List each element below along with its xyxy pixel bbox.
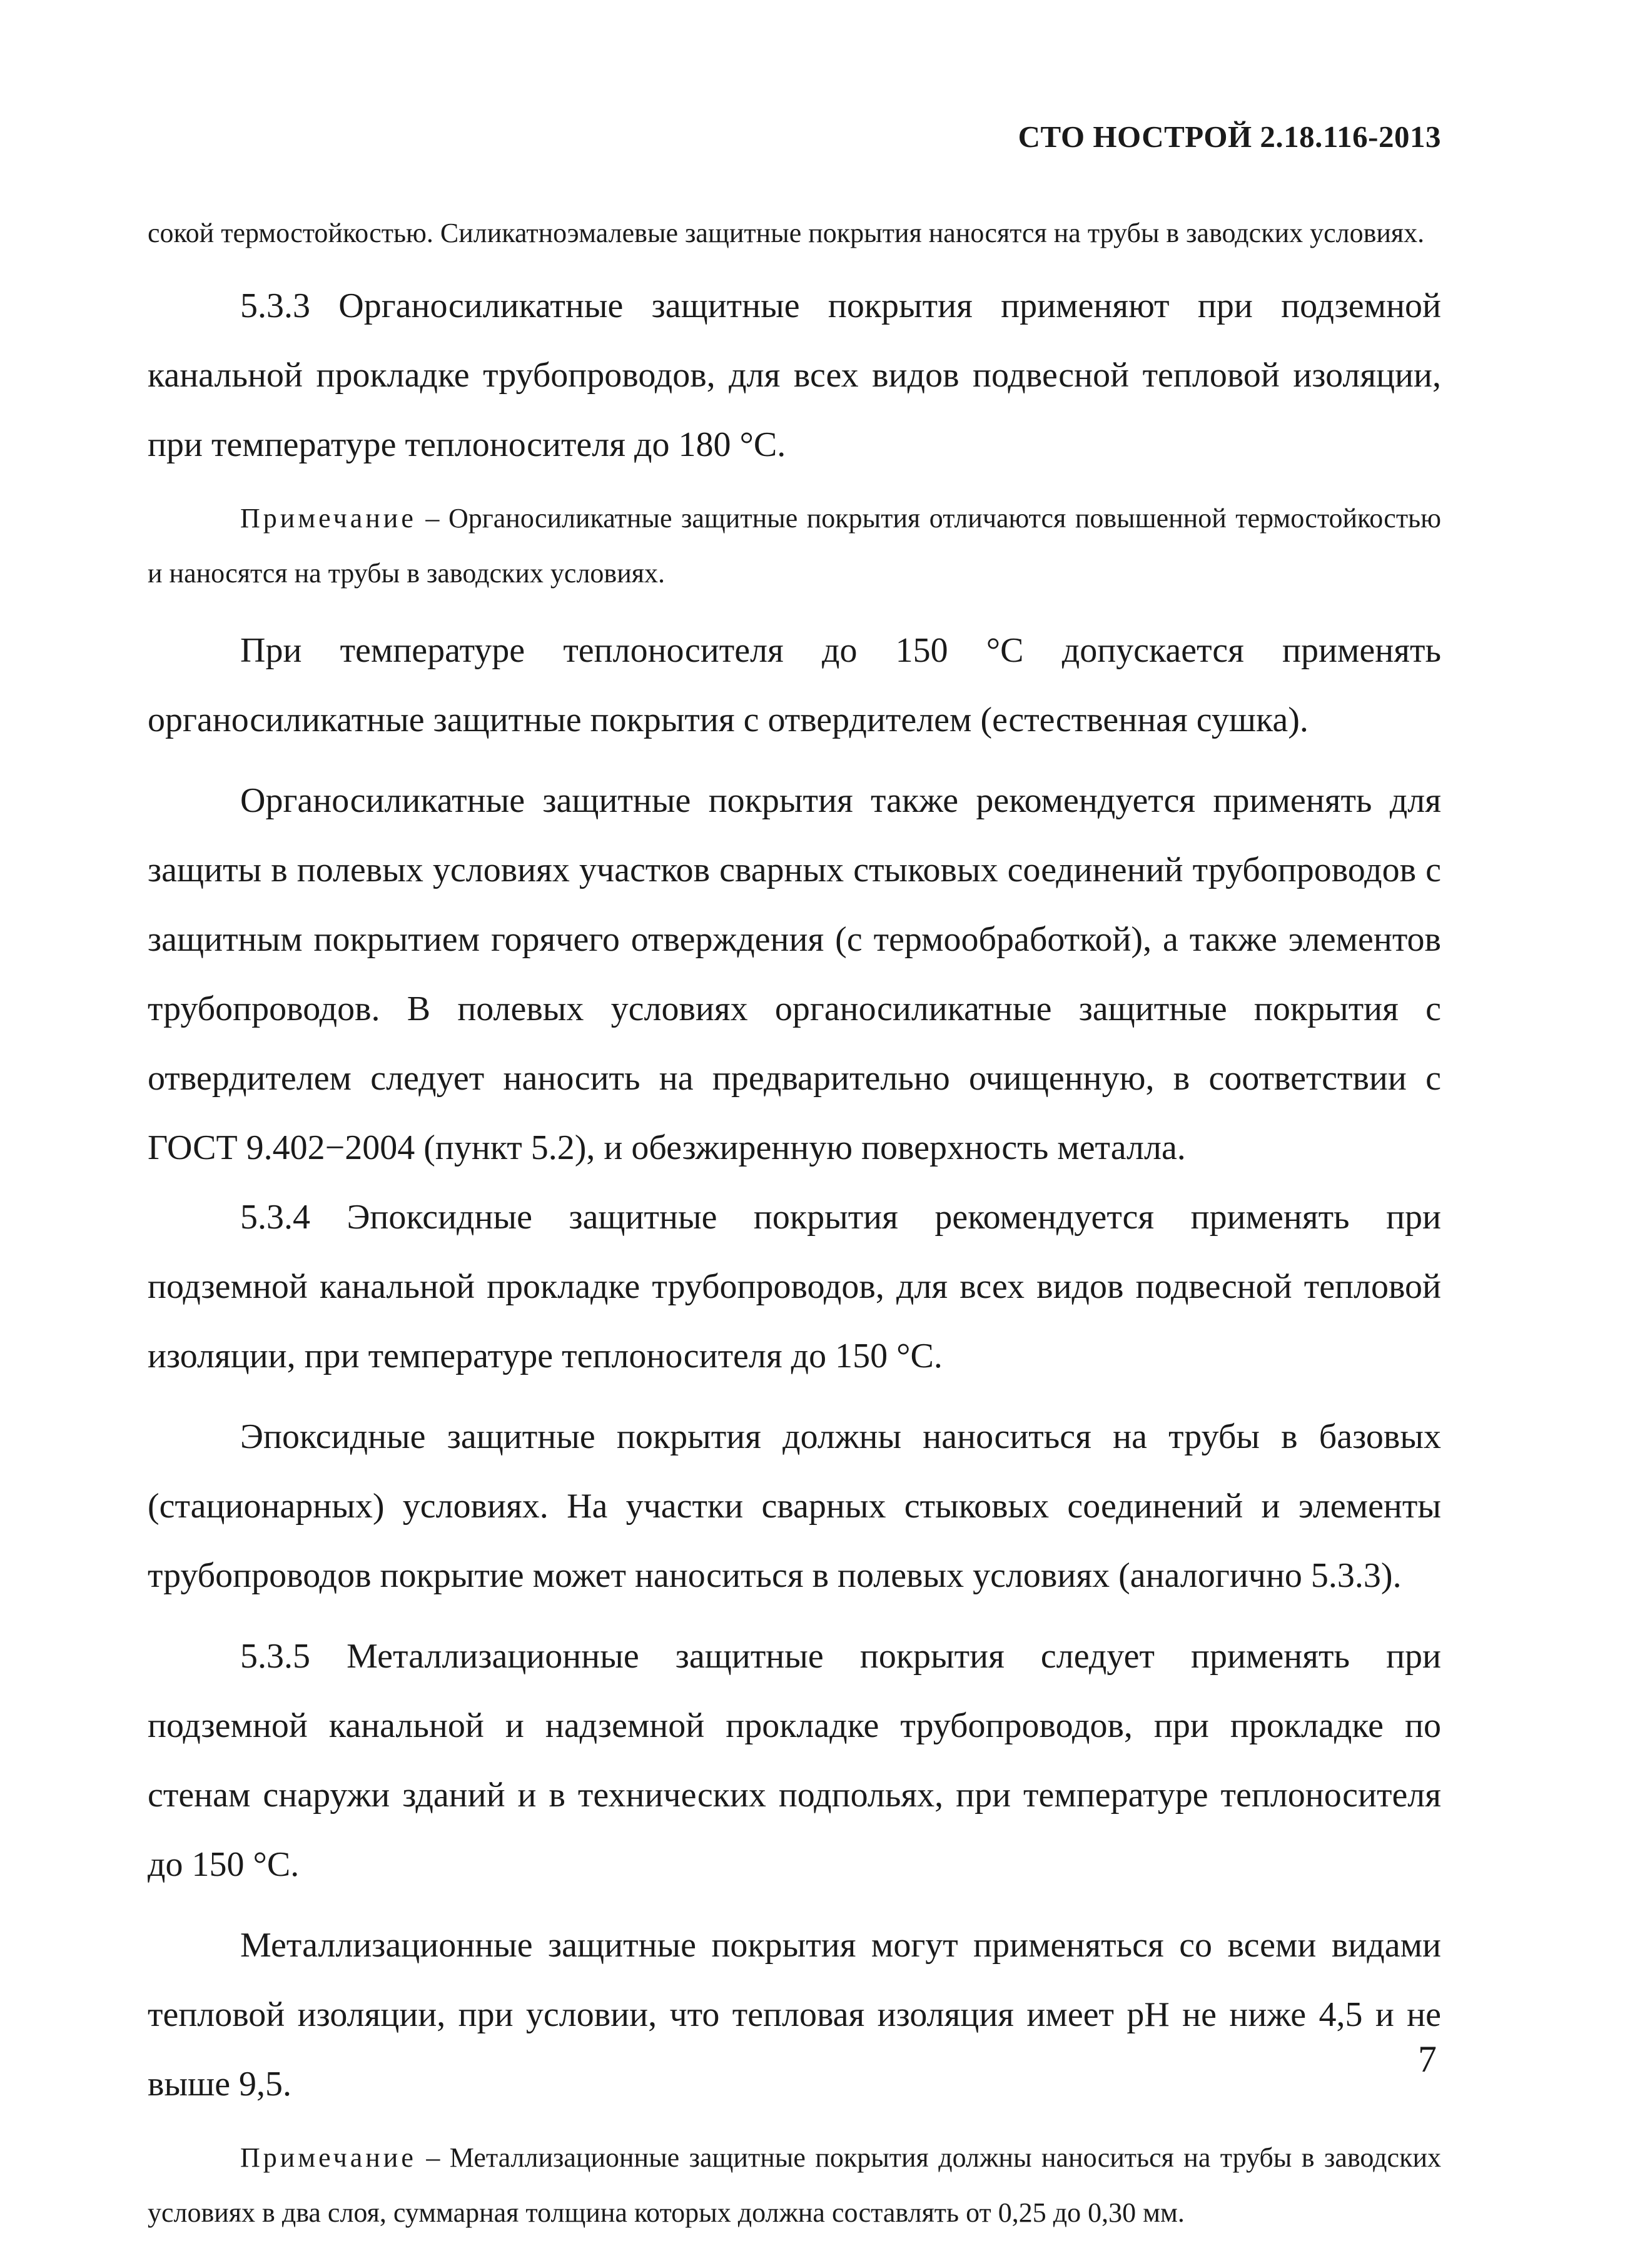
paragraph-5-3-4: 5.3.4 Эпоксидные защитные покрытия рекомендуется применять при подземной канальной прокладке трубопроводов, для всех видов подвесной тепловой изоляции, при температуре теплоносителя до 150 °С. bbox=[148, 1198, 1441, 1375]
paragraph-continuation: сокой термостойкостью. Силикатноэмалевые защитные покрытия наносятся на трубы в заводских условиях. bbox=[148, 218, 1425, 248]
page-content bbox=[148, 206, 1441, 2240]
paragraph-field-application: Органосиликатные защитные покрытия также рекомендуется применять для защиты в полевых условиях участков сварных стыковых соединений трубопроводов с защитным покрытием горячего отверждения (с термообработкой), а также элементов трубопроводов. В полевых условиях органосиликатные защитные покрытия с отвердителем следует наносить на предварительно очищенную, в соответствии с ГОСТ 9.402−2004 (пункт 5.2), и обезжиренную поверхность металла. bbox=[148, 781, 1441, 1167]
page-number: 7 bbox=[1418, 2038, 1437, 2080]
paragraph-hardener: При температуре теплоносителя до 150 °С допускается применять органосиликатные защитные покрытия с отвердителем (естественная сушка). bbox=[148, 631, 1441, 739]
paragraph-5-3-3: 5.3.3 Органосиликатные защитные покрытия применяют при подземной канальной прокладке трубопроводов, для всех видов подвесной тепловой изоляции, при температуре теплоносителя до 180 °С. bbox=[148, 286, 1441, 464]
note-organosilicate bbox=[148, 491, 1441, 601]
note-text: – Органосиликатные защитные покрытия отличаются повышенной термостойкостью и наносятся на трубы в заводских условиях. bbox=[148, 503, 1441, 589]
note-label: Примечание bbox=[240, 503, 417, 534]
note-label: Примечание bbox=[240, 2142, 417, 2173]
paragraph-5-3-5: 5.3.5 Металлизационные защитные покрытия следует применять при подземной канальной и надземной прокладке трубопроводов, при прокладке по стенам снаружи зданий и в технических подпольях, при температуре теплоносителя до 150 °С. bbox=[148, 1637, 1441, 1884]
document-code-header: СТО НОСТРОЙ 2.18.116-2013 bbox=[1018, 119, 1441, 154]
note-text: – Металлизационные защитные покрытия должны наноситься на трубы в заводских условиях в два слоя, суммарная толщина которых должна составлять от 0,25 до 0,30 мм. bbox=[148, 2142, 1441, 2228]
paragraph-metallization-ph: Металлизационные защитные покрытия могут применяться со всеми видами тепловой изоляции, при условии, что тепловая изоляция имеет рН не ниже 4,5 и не выше 9,5. bbox=[148, 1926, 1441, 2103]
paragraph-epoxy-conditions: Эпоксидные защитные покрытия должны наноситься на трубы в базовых (стационарных) условиях. На участки сварных стыковых соединений и элементы трубопроводов покрытие может наноситься в полевых условиях (аналогично 5.3.3). bbox=[148, 1417, 1441, 1595]
note-metallization bbox=[148, 2130, 1441, 2240]
